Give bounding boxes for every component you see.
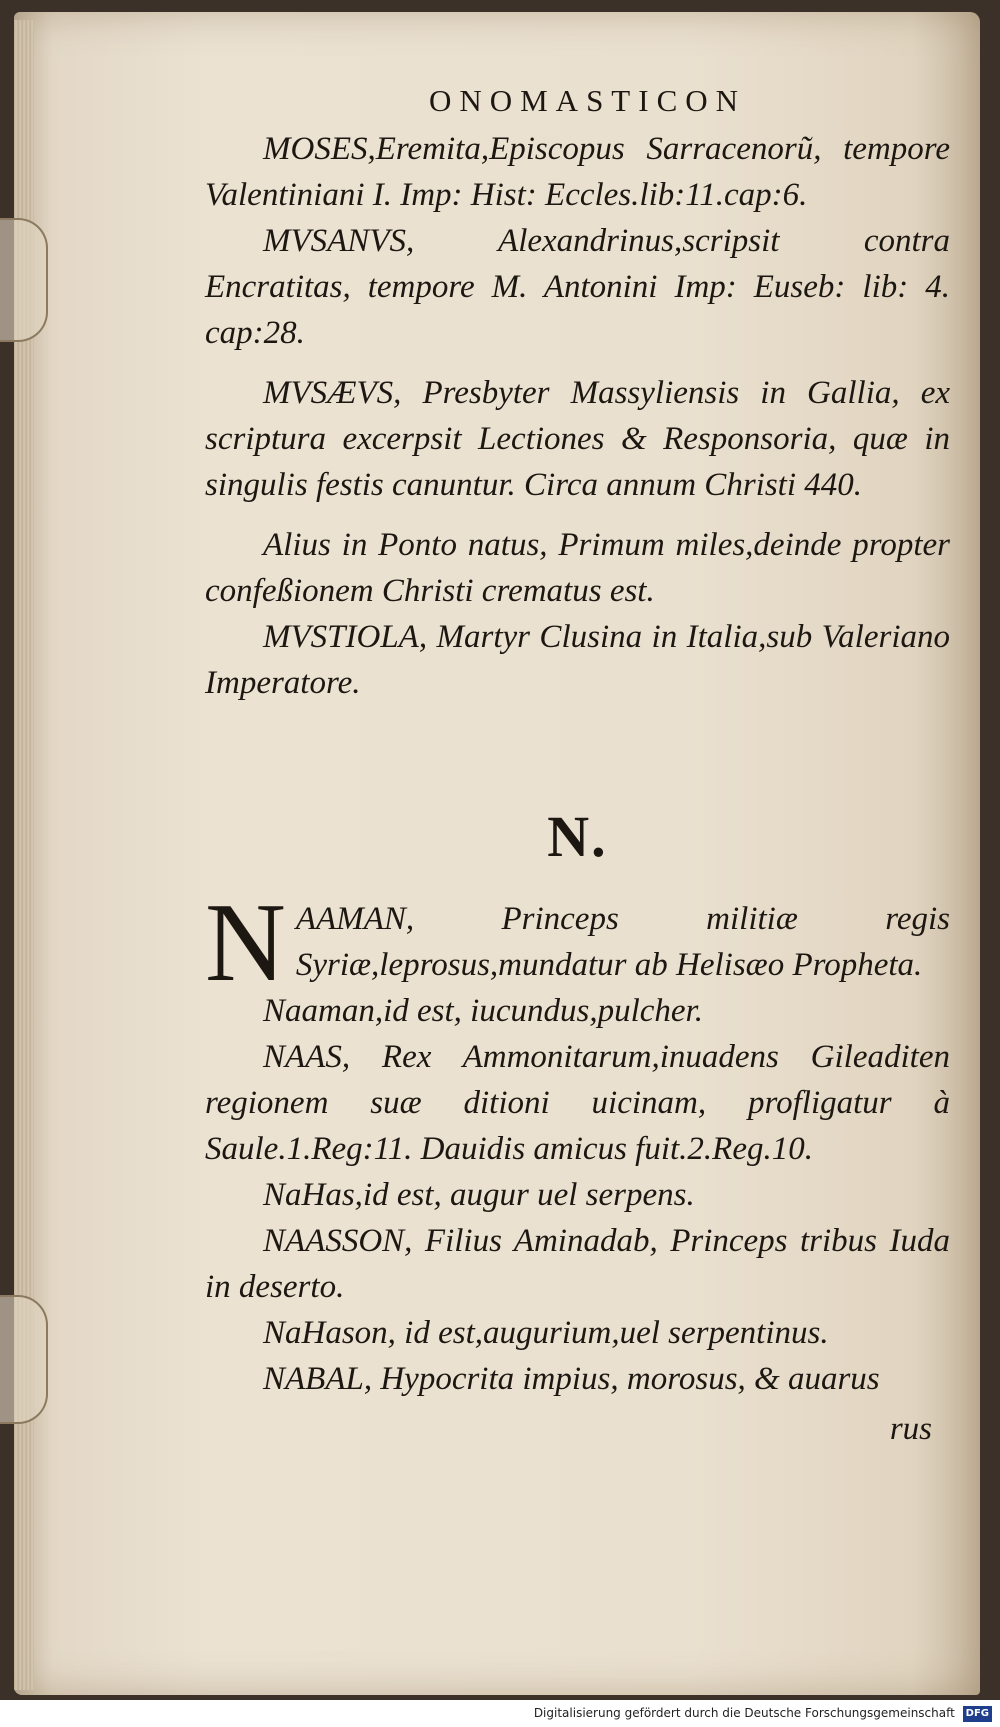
entry-musanus: MVSANVS, Alexandrinus,scripsit contra Encratitas, tempore M. Antonini Imp: Euseb: lib: 4. cap:28. — [205, 223, 950, 351]
entry-mustiola: MVSTIOLA, Martyr Clusina in Italia,sub Valeriano Imperatore. — [205, 619, 950, 701]
entry-nahason-meaning: NaHason, id est,augurium,uel serpentinus. — [263, 1315, 829, 1351]
entry-alius: Alius in Ponto natus, Primum miles,deinde propter confeßionem Christi crematus est. — [205, 527, 950, 609]
clasp-tab-bottom — [0, 1295, 48, 1424]
entry-nahas-meaning: NaHas,id est, augur uel serpens. — [263, 1177, 695, 1213]
entry-naas: NAAS, Rex Ammonitarum,inuadens Gileaditen regionem suæ ditioni uicinam, profligatur à Saule.1.Reg:11. Dauidis amicus fuit.2.Reg.10. — [205, 1039, 950, 1167]
entry-musaeus: MVSÆVS, Presbyter Massyliensis in Gallia, ex scriptura excerpsit Lectiones & Responsoria, quæ in singulis festis canuntur. Circa annum Christi 440. — [205, 375, 950, 503]
running-title: ONOMASTICON — [428, 83, 747, 118]
entry-naaman-text: AAMAN, Princeps militiæ regis Syriæ,leprosus,mundatur ab Helisæo Propheta. — [295, 901, 950, 983]
dfg-logo: DFG — [963, 1706, 992, 1722]
page-text — [205, 78, 950, 1452]
entry-nabal: NABAL, Hypocrita impius, morosus, & auarus — [263, 1361, 880, 1397]
entry-naasson: NAASSON, Filius Aminadab, Princeps tribus Iuda in deserto. — [205, 1223, 950, 1305]
entry-moses: MOSES,Eremita,Episcopus Sarracenorũ, tempore Valentiniani I. Imp: Hist: Eccles.lib:11.cap:6. — [205, 131, 950, 213]
drop-capital: N — [205, 881, 286, 1005]
entry-naaman — [205, 881, 950, 1005]
clasp-tab-top — [0, 218, 48, 342]
footer-credit: Digitalisierung gefördert durch die Deutsche Forschungsgemeinschaft — [533, 1706, 955, 1720]
entry-naaman-meaning: Naaman,id est, iucundus,pulcher. — [263, 993, 703, 1029]
digitization-footer — [0, 1700, 1000, 1727]
catchword: rus — [889, 1411, 932, 1447]
section-heading: N. — [547, 804, 608, 869]
